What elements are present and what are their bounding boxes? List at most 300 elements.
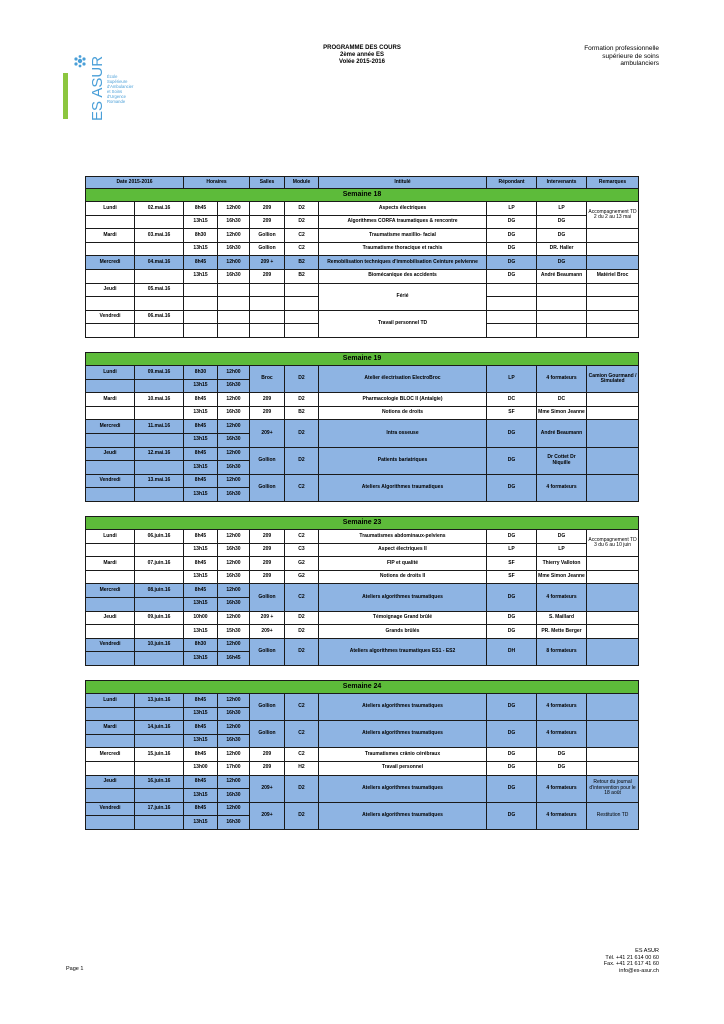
table-cell: LP [537, 202, 587, 216]
table-cell: 12h00 [218, 447, 250, 461]
table-cell: 13h15 [184, 488, 218, 502]
table-cell: Férié [319, 283, 487, 310]
table-cell: Intra osseuse [319, 420, 487, 447]
table-cell: 14.juin.16 [135, 721, 184, 735]
table-cell: Mardi [86, 229, 135, 243]
table-cell: 06.juin.16 [135, 530, 184, 544]
table-cell [587, 638, 639, 665]
table-cell: 8h45 [184, 557, 218, 571]
table-cell: 12h00 [218, 229, 250, 243]
table-cell: 16h45 [218, 652, 250, 666]
table-cell [86, 488, 135, 502]
svg-text:d'Ambulancier: d'Ambulancier [107, 84, 134, 89]
table-cell: 13h15 [184, 570, 218, 584]
table-cell: 13h15 [184, 789, 218, 803]
table-cell: DG [487, 625, 537, 639]
column-header: Date 2015-2016 [86, 177, 184, 189]
table-cell: 16h30 [218, 816, 250, 830]
table-cell: DG [487, 474, 537, 501]
table-row [86, 543, 639, 557]
table-cell: Jeudi [86, 611, 135, 625]
table-cell: D2 [285, 802, 319, 829]
page-number: Page 1 [66, 966, 84, 972]
table-cell [587, 310, 639, 324]
table-cell: 16h30 [218, 379, 250, 393]
table-cell: 8h30 [184, 229, 218, 243]
table-cell: 209 [250, 530, 285, 544]
asterisk-icon [74, 55, 85, 67]
table-cell [250, 310, 285, 324]
table-cell: 09.mai.16 [135, 366, 184, 380]
table-cell: 8h45 [184, 420, 218, 434]
table-cell [135, 652, 184, 666]
table-cell: 16h30 [218, 215, 250, 229]
table-cell: 8h45 [184, 530, 218, 544]
table-cell: LP [487, 202, 537, 216]
table-cell: 8h30 [184, 638, 218, 652]
table-cell: 8h45 [184, 393, 218, 407]
table-cell: Vendredi [86, 638, 135, 652]
table-cell: 16h30 [218, 488, 250, 502]
table-cell: DC [537, 393, 587, 407]
table-cell: 4 formateurs [537, 721, 587, 748]
table-cell [86, 379, 135, 393]
table-cell: 16h30 [218, 269, 250, 283]
table-cell: Lundi [86, 366, 135, 380]
table-cell [587, 584, 639, 611]
table-cell [537, 297, 587, 311]
table-cell: Gollion [250, 229, 285, 243]
table-cell: 12h00 [218, 638, 250, 652]
table-row [86, 761, 639, 775]
table-cell: Semaine 18 [86, 189, 639, 202]
table-cell [537, 310, 587, 324]
table-cell: C2 [285, 242, 319, 256]
table-row [86, 584, 639, 598]
table-cell: 4 formateurs [537, 474, 587, 501]
table-cell: DG [487, 721, 537, 748]
table-cell [135, 816, 184, 830]
table-cell [184, 297, 218, 311]
table-cell: 16h30 [218, 707, 250, 721]
table-cell [135, 433, 184, 447]
table-cell: 13h15 [184, 707, 218, 721]
table-cell: 16h30 [218, 570, 250, 584]
table-cell: 11.mai.16 [135, 420, 184, 434]
table-cell: 13h15 [184, 816, 218, 830]
table-cell [184, 283, 218, 297]
table-cell: 8h45 [184, 802, 218, 816]
table-cell: 16h30 [218, 242, 250, 256]
table-cell: 209 + [250, 256, 285, 270]
table-cell: DG [537, 229, 587, 243]
table-row [86, 202, 639, 216]
table-cell: Ateliers algorithmes traumatiques ES1 - ES2 [319, 638, 487, 665]
table-row [86, 229, 639, 243]
table-cell [86, 543, 135, 557]
contact-info: ES ASUR Tél. +41 21 614 00 60 Fax. +41 21 617 41 60 info@es-asur.ch [603, 948, 659, 974]
table-row [86, 748, 639, 762]
table-cell: Semaine 24 [86, 681, 639, 694]
table-cell: Accompagnement TD 2 du 2 au 13 mai [587, 202, 639, 229]
table-cell: 8 formateurs [537, 638, 587, 665]
table-cell: DG [487, 694, 537, 721]
table-cell [487, 324, 537, 338]
table-cell [587, 324, 639, 338]
table-cell: Gollion [250, 474, 285, 501]
table-cell [587, 721, 639, 748]
table-cell: 12h00 [218, 611, 250, 625]
table-cell: DG [537, 215, 587, 229]
table-cell: D2 [285, 393, 319, 407]
week-title-row [86, 517, 639, 530]
table-cell: 209 [250, 202, 285, 216]
table-row [86, 557, 639, 571]
table-cell: DG [487, 775, 537, 802]
table-row [86, 638, 639, 652]
table-cell [587, 393, 639, 407]
table-cell: 4 formateurs [537, 584, 587, 611]
table-cell [135, 597, 184, 611]
table-cell: 12h00 [218, 202, 250, 216]
table-cell: Traumatisme thoracique et rachis [319, 242, 487, 256]
table-cell [218, 310, 250, 324]
table-cell: B2 [285, 256, 319, 270]
table-cell: Atelier électrisation ElectroBroc [319, 366, 487, 393]
table-cell: D2 [285, 447, 319, 474]
table-cell: 8h45 [184, 694, 218, 708]
table-cell [86, 269, 135, 283]
table-cell: 8h45 [184, 474, 218, 488]
table-cell [135, 543, 184, 557]
table-row [86, 215, 639, 229]
table-cell: DG [487, 530, 537, 544]
table-cell: Mercredi [86, 420, 135, 434]
table-cell: 209 [250, 543, 285, 557]
table-cell: Gollion [250, 694, 285, 721]
column-header: Horaires [184, 177, 250, 189]
table-cell: DG [487, 229, 537, 243]
table-cell [285, 310, 319, 324]
table-cell: 16h30 [218, 433, 250, 447]
table-cell [537, 324, 587, 338]
table-cell: Jeudi [86, 775, 135, 789]
table-cell: Gollion [250, 242, 285, 256]
table-cell: 03.mai.16 [135, 229, 184, 243]
table-cell [587, 694, 639, 721]
table-cell: Travail personnel TD [319, 310, 487, 337]
table-cell [587, 748, 639, 762]
table-cell [285, 324, 319, 338]
table-row [86, 625, 639, 639]
table-cell: DH [487, 638, 537, 665]
table-cell [587, 256, 639, 270]
week-title-row [86, 353, 639, 366]
table-cell: 16h30 [218, 597, 250, 611]
table-cell [86, 297, 135, 311]
table-cell: SF [487, 557, 537, 571]
table-cell [86, 242, 135, 256]
table-cell: 12h00 [218, 474, 250, 488]
table-cell: 209 [250, 557, 285, 571]
table-cell: DG [537, 256, 587, 270]
table-cell: DG [487, 215, 537, 229]
table-cell: D2 [285, 420, 319, 447]
table-cell [587, 242, 639, 256]
table-cell: 12h00 [218, 530, 250, 544]
table-cell: Thierry Valloton [537, 557, 587, 571]
table-cell: 06.mai.16 [135, 310, 184, 324]
table-cell: 13h15 [184, 215, 218, 229]
table-row [86, 393, 639, 407]
table-cell [86, 461, 135, 475]
table-cell [135, 461, 184, 475]
table-cell: C2 [285, 721, 319, 748]
table-cell: 12h00 [218, 802, 250, 816]
table-cell [135, 707, 184, 721]
table-cell: 209 + [250, 611, 285, 625]
table-cell: 12h00 [218, 420, 250, 434]
table-row [86, 242, 639, 256]
table-cell: DG [537, 748, 587, 762]
table-cell: 13h15 [184, 734, 218, 748]
table-cell: Mardi [86, 557, 135, 571]
table-cell: PR. Mette Berger [537, 625, 587, 639]
svg-text:Romande: Romande [107, 99, 126, 104]
table-cell: Gollion [250, 638, 285, 665]
table-cell: 05.mai.16 [135, 283, 184, 297]
column-header: Salles [250, 177, 285, 189]
table-cell: André Beaumann [537, 269, 587, 283]
table-cell: Broc [250, 366, 285, 393]
table-cell [86, 816, 135, 830]
week-title-row [86, 681, 639, 694]
table-cell: 13h15 [184, 242, 218, 256]
table-cell: Traumatismes abdominaux-pelviens [319, 530, 487, 544]
table-cell: 13h15 [184, 543, 218, 557]
schedule-table-week-23 [85, 516, 639, 666]
table-cell [135, 297, 184, 311]
table-cell [135, 761, 184, 775]
table-cell [135, 269, 184, 283]
table-cell: LP [487, 366, 537, 393]
table-cell: D2 [285, 202, 319, 216]
table-cell: LP [487, 543, 537, 557]
table-cell: Ateliers Algorithmes traumatiques [319, 474, 487, 501]
table-cell: C2 [285, 229, 319, 243]
table-cell: C2 [285, 584, 319, 611]
table-cell: 12.mai.16 [135, 447, 184, 461]
table-cell: Ateliers algorithmes traumatiques [319, 721, 487, 748]
table-cell: 15.juin.16 [135, 748, 184, 762]
table-cell: 17h00 [218, 761, 250, 775]
table-cell [218, 324, 250, 338]
table-cell [587, 406, 639, 420]
table-cell [86, 761, 135, 775]
table-row [86, 611, 639, 625]
table-cell: Gollion [250, 584, 285, 611]
table-cell [135, 734, 184, 748]
table-cell: Algorithmes CORFA traumatiques & rencontre [319, 215, 487, 229]
institution-name: Formation professionnelle supérieure de soins ambulanciers [584, 45, 659, 67]
table-cell [135, 789, 184, 803]
table-cell: 08.juin.16 [135, 584, 184, 598]
table-cell [587, 557, 639, 571]
table-cell: 12h00 [218, 256, 250, 270]
table-cell: 16h30 [218, 461, 250, 475]
table-cell: Jeudi [86, 447, 135, 461]
table-cell: 209+ [250, 420, 285, 447]
table-row [86, 269, 639, 283]
table-row [86, 775, 639, 789]
table-cell: 12h00 [218, 694, 250, 708]
table-cell [135, 242, 184, 256]
table-cell: 10.juin.16 [135, 638, 184, 652]
table-cell: Mardi [86, 393, 135, 407]
table-cell: D2 [285, 638, 319, 665]
table-cell: 12h00 [218, 584, 250, 598]
table-cell: LP [537, 543, 587, 557]
table-cell: DG [487, 761, 537, 775]
table-cell: Matériel Broc [587, 269, 639, 283]
table-cell: 13h15 [184, 379, 218, 393]
table-cell [135, 625, 184, 639]
table-cell: Traumatisme maxillio- facial [319, 229, 487, 243]
table-row [86, 283, 639, 297]
table-cell: D2 [285, 366, 319, 393]
table-cell [250, 324, 285, 338]
table-cell: B2 [285, 406, 319, 420]
table-cell: Remobilisation techniques d'immobilisation Ceinture pelvienne [319, 256, 487, 270]
table-cell: D2 [285, 625, 319, 639]
table-cell: Restitution TD [587, 802, 639, 829]
table-cell: 13h15 [184, 433, 218, 447]
logo-green-bar [63, 73, 68, 119]
table-row [86, 694, 639, 708]
table-cell: 13.juin.16 [135, 694, 184, 708]
table-cell: 209+ [250, 775, 285, 802]
table-cell: 12h00 [218, 775, 250, 789]
table-cell: C3 [285, 543, 319, 557]
table-cell: 209 [250, 570, 285, 584]
table-row [86, 802, 639, 816]
table-cell: Aspect électriques II [319, 543, 487, 557]
logo-tagline [107, 74, 134, 104]
table-cell: G2 [285, 570, 319, 584]
column-header: Remarques [587, 177, 639, 189]
table-cell: C2 [285, 748, 319, 762]
table-cell: Aspects électriques [319, 202, 487, 216]
table-cell: Patients bariatriques [319, 447, 487, 474]
table-cell: 10h00 [184, 611, 218, 625]
table-cell: Ateliers algorithmes traumatiques [319, 775, 487, 802]
table-cell [587, 570, 639, 584]
table-row [86, 256, 639, 270]
table-cell: DG [487, 748, 537, 762]
table-cell: FIP et qualité [319, 557, 487, 571]
table-cell: 209 [250, 748, 285, 762]
table-row [86, 310, 639, 324]
table-cell: 15h30 [218, 625, 250, 639]
table-cell [86, 652, 135, 666]
table-cell [487, 283, 537, 297]
table-cell: Grands brûlés [319, 625, 487, 639]
table-cell: Lundi [86, 694, 135, 708]
table-cell: Mme Simon Jeanne [537, 406, 587, 420]
table-cell: 13h15 [184, 461, 218, 475]
table-cell: 4 formateurs [537, 694, 587, 721]
table-cell: 209 [250, 393, 285, 407]
table-cell [184, 324, 218, 338]
table-cell: DG [537, 761, 587, 775]
table-cell [135, 324, 184, 338]
table-cell: Mercredi [86, 256, 135, 270]
table-cell: 8h45 [184, 775, 218, 789]
table-cell: 09.juin.16 [135, 611, 184, 625]
table-cell: 13h15 [184, 269, 218, 283]
table-cell: Camion Gourmand / Simulated [587, 366, 639, 393]
table-cell [587, 611, 639, 625]
schedule-table-week-24 [85, 680, 639, 830]
table-cell: Lundi [86, 530, 135, 544]
table-cell: Retour du journal d'intervention pour le 18 août [587, 775, 639, 802]
table-cell: B2 [285, 269, 319, 283]
table-cell: DR. Haller [537, 242, 587, 256]
table-cell [86, 734, 135, 748]
column-header: Module [285, 177, 319, 189]
column-header: Intitulé [319, 177, 487, 189]
table-cell [218, 283, 250, 297]
svg-text:et Soins: et Soins [107, 89, 123, 94]
table-cell [487, 297, 537, 311]
schedule-table-week-18 [85, 176, 639, 338]
table-cell: Gollion [250, 721, 285, 748]
table-cell: Accompagnement TD 3 du 6 au 10 juin [587, 530, 639, 557]
table-cell [86, 789, 135, 803]
document-title: PROGRAMME DES COURS 2ème année ES Volée 2015-2016 [323, 45, 401, 65]
table-cell: Biomécanique des accidents [319, 269, 487, 283]
table-cell: 8h45 [184, 256, 218, 270]
table-cell [587, 229, 639, 243]
table-cell: Gollion [250, 447, 285, 474]
table-row [86, 570, 639, 584]
table-cell: 13.mai.16 [135, 474, 184, 488]
table-cell: Travail personnel [319, 761, 487, 775]
table-cell: SF [487, 570, 537, 584]
table-cell: H2 [285, 761, 319, 775]
table-cell: Témoignage Grand brûlé [319, 611, 487, 625]
table-cell: Mercredi [86, 584, 135, 598]
table-cell [587, 297, 639, 311]
table-cell: C2 [285, 474, 319, 501]
table-row [86, 447, 639, 461]
table-cell: 209 [250, 215, 285, 229]
table-cell: 12h00 [218, 393, 250, 407]
table-cell: DG [487, 447, 537, 474]
es-asur-logo [60, 55, 150, 125]
table-cell: 13h15 [184, 406, 218, 420]
table-cell: 8h45 [184, 584, 218, 598]
table-cell: 8h30 [184, 366, 218, 380]
table-cell [86, 597, 135, 611]
table-cell: DG [487, 420, 537, 447]
table-cell: 02.mai.16 [135, 202, 184, 216]
table-cell [135, 406, 184, 420]
table-cell: 8h45 [184, 721, 218, 735]
table-cell [487, 310, 537, 324]
table-cell [250, 283, 285, 297]
week-title-row [86, 189, 639, 202]
